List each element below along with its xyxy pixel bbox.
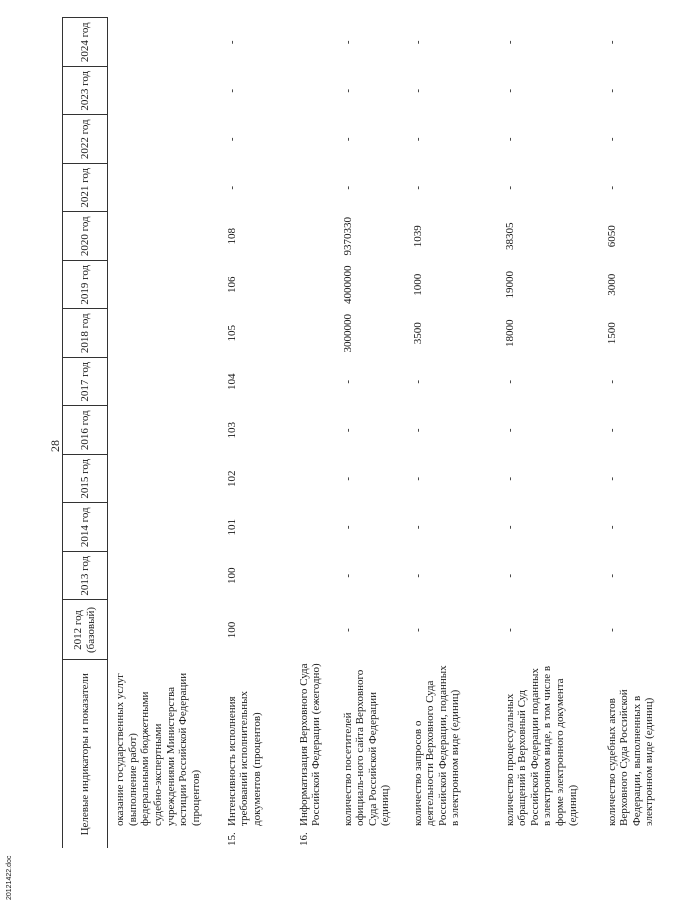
year-value: - [411,476,424,481]
year-value: - [411,428,424,433]
indicator-name: Интенсивность исполнения требований исполнительных документов (процентов) [225,690,263,826]
year-value [108,261,220,310]
year-value: - [341,476,354,481]
row-number: 16. [297,832,310,846]
year-value: 102 [225,470,238,487]
year-value: 3000000 [341,314,354,353]
table-row [498,18,600,848]
year-value: - [225,137,238,142]
year-value: - [503,137,516,142]
year-value: - [503,40,516,45]
year-value: - [605,476,618,481]
year-value: - [605,525,618,530]
row-number [108,828,220,848]
year-value: - [605,137,618,142]
year-value [108,600,220,660]
year-value [292,309,336,358]
year-value: 3500 [411,322,424,345]
year-value: - [503,428,516,433]
year-value: - [503,525,516,530]
table-row [292,18,336,848]
year-value [108,67,220,116]
year-value [292,67,336,116]
year-value: 38305 [503,222,516,250]
year-value: - [225,185,238,190]
year-value [292,552,336,601]
year-value: - [411,185,424,190]
indicator-name: количество запросов о деятельности Верховного Суда Российской Федерации, поданных в электронном виде (единиц) [411,665,462,826]
year-value: - [503,185,516,190]
indicator-name: количество судебных актов Верховного Суда Российской Федерации, выполненных в электронном виде (единиц) [605,689,656,826]
year-value: - [225,40,238,45]
year-value: - [411,573,424,578]
year-value [108,455,220,504]
header-indicators: Целевые индикаторы и показатели [63,660,108,848]
year-value: 3000 [605,273,618,296]
year-value [108,309,220,358]
year-value: 18000 [503,319,516,347]
year-value: - [341,40,354,45]
year-value: 108 [225,228,238,245]
year-value: 100 [225,567,238,584]
year-value [108,552,220,601]
year-value: - [341,428,354,433]
year-value [108,212,220,261]
year-value [292,18,336,67]
header-year: 2015 год [63,455,108,504]
header-year: 2016 год [63,406,108,455]
rotated-table-container [62,18,656,848]
year-value: - [341,573,354,578]
year-value [108,164,220,213]
year-value: 6050 [605,225,618,248]
year-value: - [341,88,354,93]
year-value [292,115,336,164]
header-year: 2021 год [63,164,108,213]
header-year: 2014 год [63,503,108,552]
row-number [406,828,498,848]
year-value: - [503,88,516,93]
year-value: - [605,379,618,384]
year-value: 104 [225,373,238,390]
header-year: 2019 год [63,261,108,310]
year-value: - [605,428,618,433]
year-value [292,455,336,504]
year-value [292,503,336,552]
year-value [292,164,336,213]
year-value: - [411,379,424,384]
year-value: - [605,573,618,578]
year-value: - [503,476,516,481]
indicators-table [62,18,694,849]
year-value [108,358,220,407]
header-year: 2012 год (базовый) [63,600,108,660]
year-value: - [341,137,354,142]
indicator-name: оказание государственных услуг (выполнение работ) федеральными бюджетными судебно-экспертными учреждениями Министерства юстиции Российской Федерации (процентов) [114,672,202,826]
year-value: - [503,379,516,384]
footer-filename: 20121422.doc [6,855,13,900]
year-value [108,115,220,164]
year-value: - [411,525,424,530]
indicator-name: количество посетителей официаль-ного сайта Верховного Суда Российской Федерации (единиц) [341,669,392,826]
header-year: 2024 год [63,18,108,67]
table-row [600,18,694,848]
year-value [108,18,220,67]
year-value: - [341,628,354,632]
page-number: 28 [48,440,62,452]
year-value [292,600,336,660]
row-number [336,828,406,848]
year-value: - [225,88,238,93]
row-number [600,828,694,848]
header-year: 2023 год [63,67,108,116]
header-year: 2018 год [63,309,108,358]
row-number: 15. [225,832,238,846]
table-row [108,18,220,848]
year-value: 1000 [411,273,424,296]
year-value [292,358,336,407]
year-value: 4000000 [341,265,354,304]
year-value [292,261,336,310]
table-header-row [63,18,108,848]
year-value: 9370330 [341,217,354,256]
header-year: 2013 год [63,552,108,601]
year-value: - [411,88,424,93]
year-value: 101 [225,519,238,536]
table-row [336,18,406,848]
year-value: - [341,525,354,530]
year-value: 103 [225,422,238,439]
indicator-name: Информатизация Верховного Суда Российской Федерации (ежегодно) [297,663,323,826]
year-value: - [411,137,424,142]
year-value: - [605,628,618,632]
year-value: 1500 [605,322,618,345]
header-year: 2022 год [63,115,108,164]
year-value: - [605,185,618,190]
year-value: - [341,379,354,384]
table-row [406,18,498,848]
row-number [498,828,600,848]
year-value: 105 [225,325,238,342]
year-value [292,212,336,261]
year-value: - [503,573,516,578]
year-value [108,406,220,455]
year-value: - [605,40,618,45]
header-year: 2017 год [63,358,108,407]
year-value: 106 [225,276,238,293]
year-value: 19000 [503,271,516,299]
year-value [108,503,220,552]
year-value: - [411,628,424,632]
year-value [292,406,336,455]
year-value: 100 [225,621,238,639]
year-value: - [411,40,424,45]
year-value: 1039 [411,225,424,248]
year-value: - [605,88,618,93]
header-year: 2020 год [63,212,108,261]
table-row [220,18,292,848]
indicator-name: количество процессуальных обращений в Верховный Суд Российской Федерации поданных в электронном виде, в том числе в форме электронного документа (единиц) [503,665,579,826]
year-value: - [503,628,516,632]
year-value: - [341,185,354,190]
